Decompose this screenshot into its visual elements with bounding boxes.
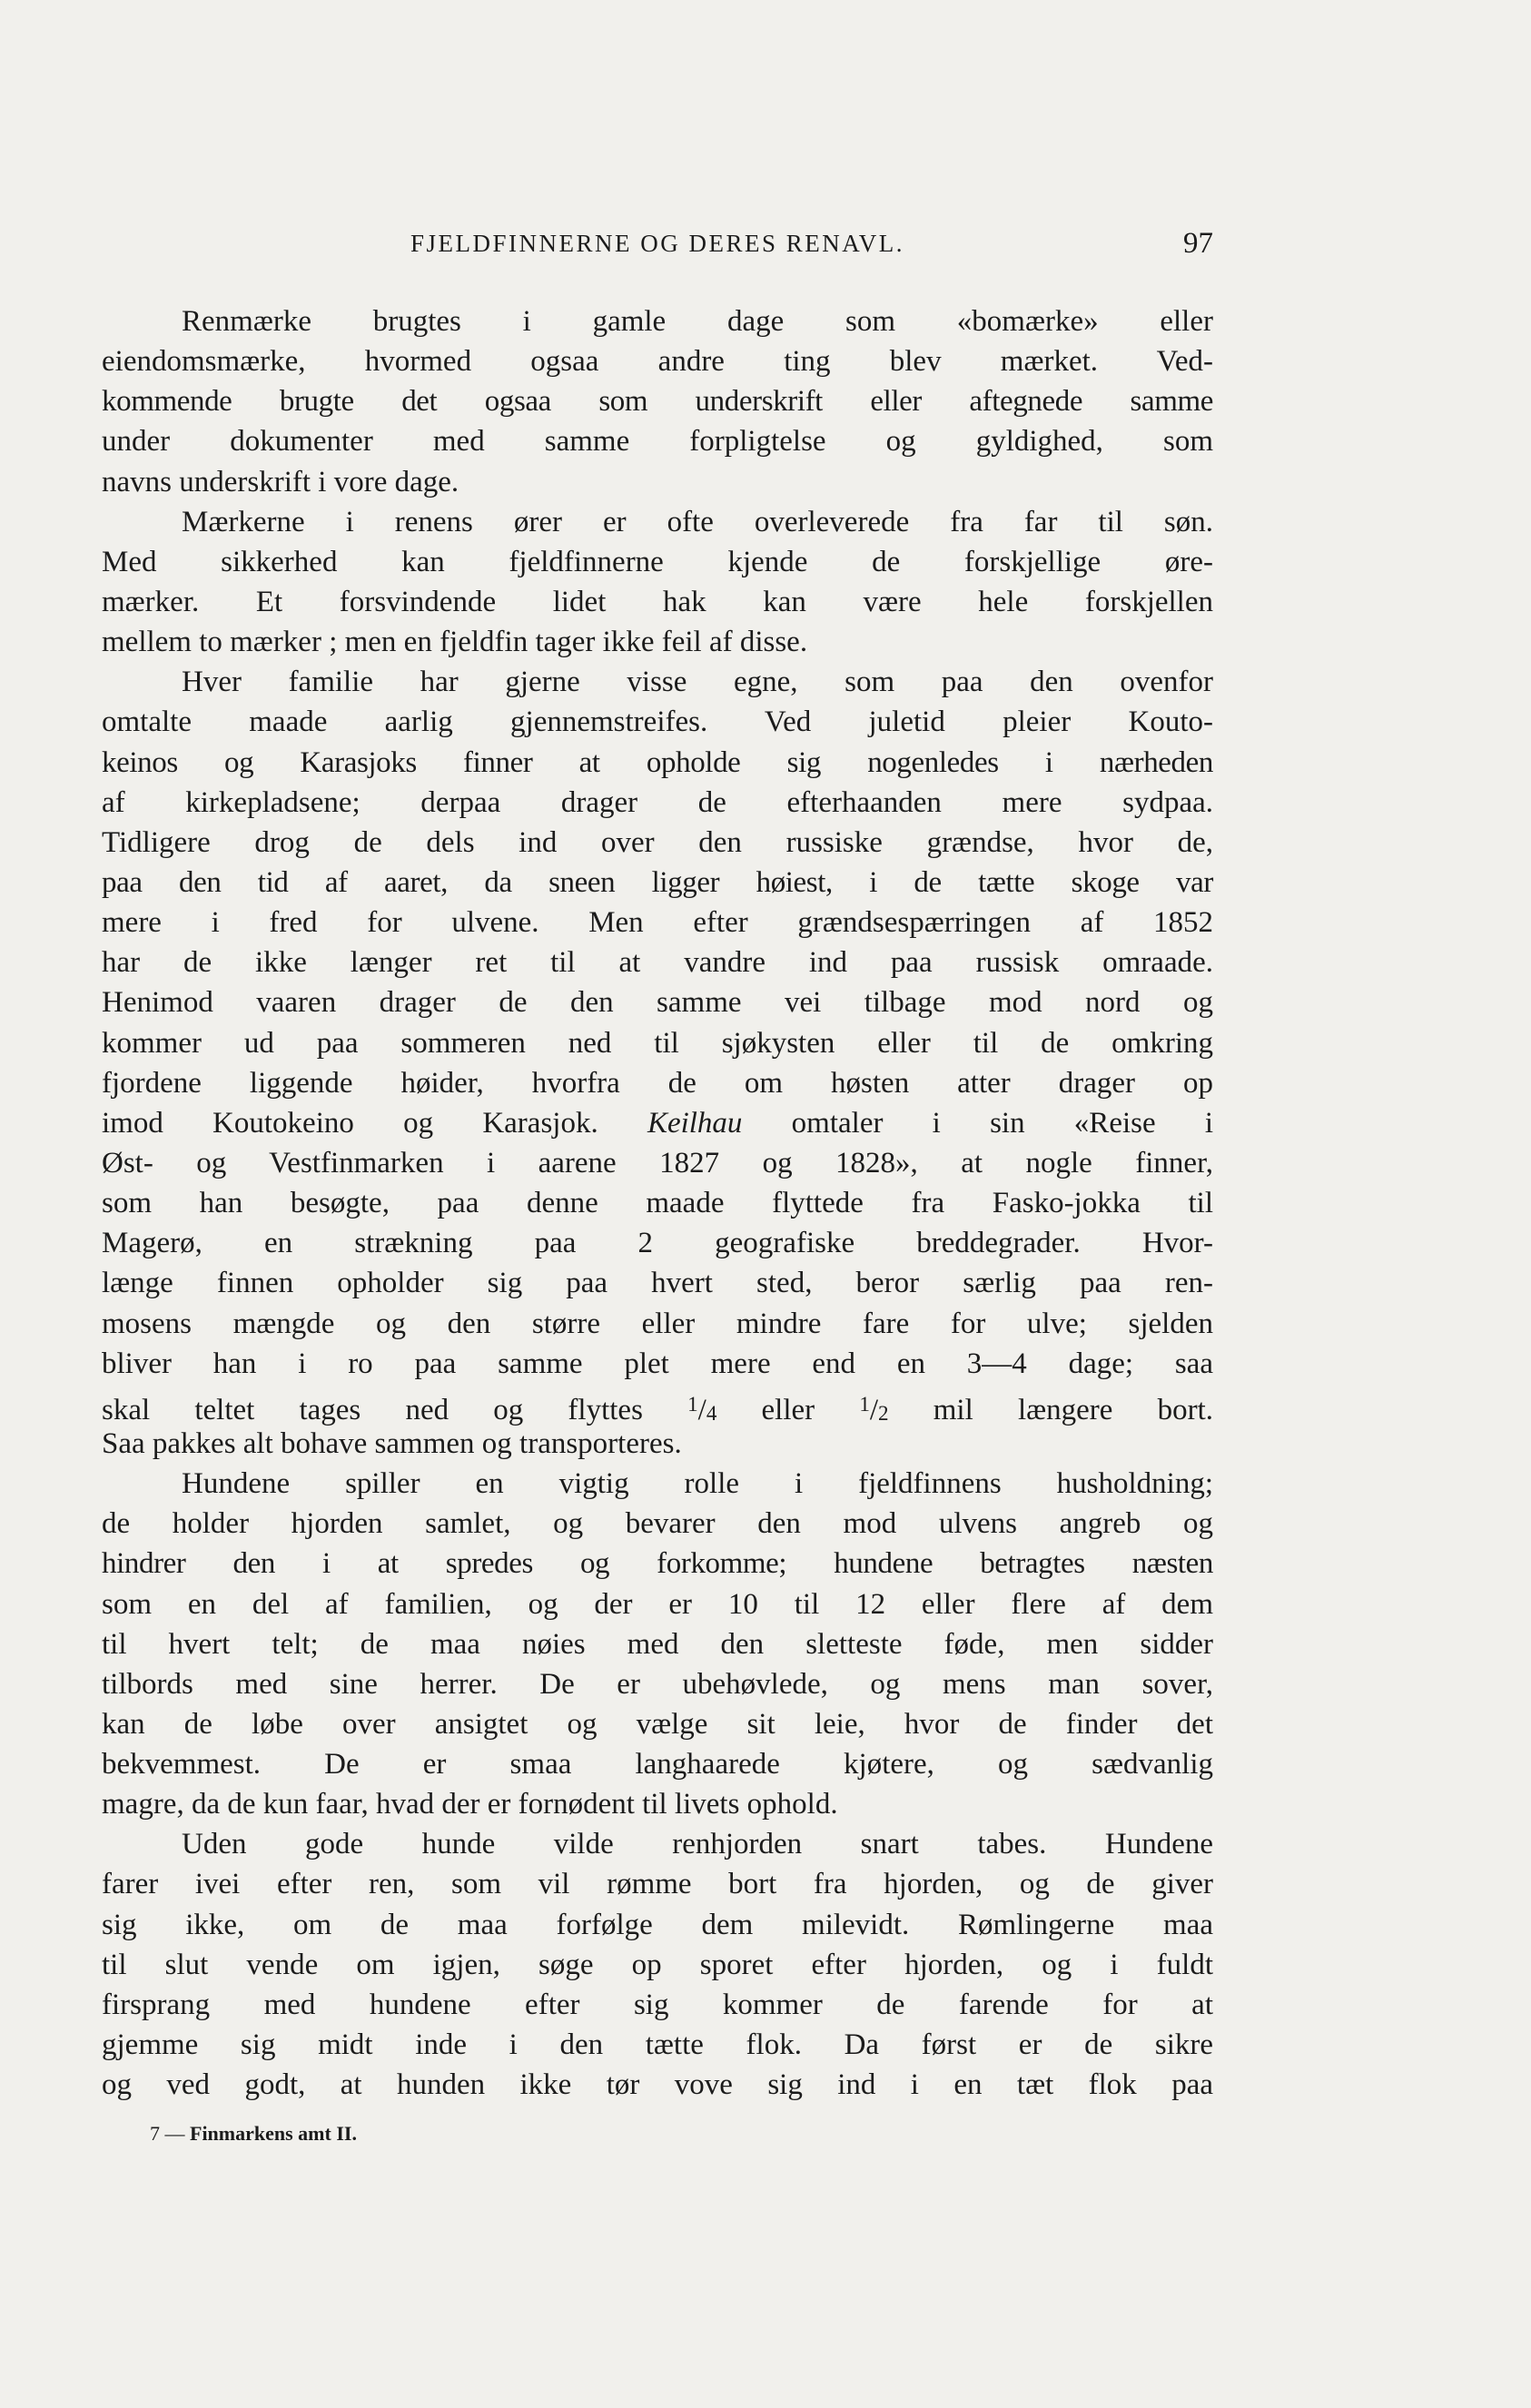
text-line: de holder hjorden samlet, og bevarer den mod ulvens angreb og xyxy=(102,1507,1213,1541)
text-line: Henimod vaaren drager de den samme vei tilbage mod nord og xyxy=(102,986,1213,1020)
author-name: Keilhau xyxy=(647,1106,743,1140)
footnote xyxy=(150,2116,357,2152)
text-line: Renmærke brugtes i gamle dage som «bomærke» eller xyxy=(182,305,1213,338)
text-line: til hvert telt; de maa nøies med den sletteste føde, men sidder xyxy=(102,1627,1213,1661)
paragraph-4 xyxy=(102,1464,1213,1824)
text-line xyxy=(102,1103,1213,1143)
paragraph-1 xyxy=(102,301,1213,502)
text-line: af kirkepladsene; derpaa drager de efterhaanden mere sydpaa. xyxy=(102,785,1213,819)
text-line: sig ikke, om de maa forfølge dem milevidt. Rømlingerne maa xyxy=(102,1908,1213,1941)
footnote-dash: — xyxy=(164,2122,185,2145)
text-segment: imod Koutokeino og Karasjok. xyxy=(102,1106,598,1140)
text-line: paa den tid af aaret, da sneen ligger høiest, i de tætte skoge var xyxy=(102,865,1213,899)
paragraph-2 xyxy=(102,502,1213,663)
text-line: mellem to mærker ; men en fjeldfin tager ikke feil af disse. xyxy=(102,626,808,659)
text-line xyxy=(102,1384,1213,1427)
text-body xyxy=(102,301,1213,2105)
fraction-numerator: 1 xyxy=(687,1391,698,1416)
fraction-denominator: 2 xyxy=(878,1401,889,1426)
text-line: navns underskrift i vore dage. xyxy=(102,465,459,498)
text-line: Øst- og Vestfinmarken i aarene 1827 og 1828», at nogle finner, xyxy=(102,1146,1213,1179)
text-line: Saa pakkes alt bohave sammen og transporteres. xyxy=(102,1426,682,1460)
text-line: tilbords med sine herrer. De er ubehøvlede, og mens man sover, xyxy=(102,1667,1213,1701)
text-line: farer ivei efter ren, som vil rømme bort fra hjorden, og de giver xyxy=(102,1868,1213,1901)
text-line: fjordene liggende høider, hvorfra de om høsten atter drager op xyxy=(102,1066,1213,1100)
text-line: Magerø, en strækning paa 2 geografiske breddegrader. Hvor- xyxy=(102,1227,1213,1260)
running-title: FJELDFINNERNE OG DERES RENAVL. xyxy=(410,230,905,257)
text-line: omtalte maade aarlig gjennemstreifes. Ved juletid pleier Kouto- xyxy=(102,706,1213,739)
running-head xyxy=(102,225,1213,262)
text-line: har de ikke længer ret til at vandre ind paa russisk omraade. xyxy=(102,946,1213,980)
text-line: som han besøgte, paa denne maade flyttede fra Fasko-jokka til xyxy=(102,1187,1213,1220)
text-segment: skal teltet tages ned og flyttes xyxy=(102,1394,643,1427)
text-line: firsprang med hundene efter sig kommer de farende for at xyxy=(102,1988,1213,2021)
text-line: mærker. Et forsvindende lidet hak kan være hele forskjellen xyxy=(102,585,1213,618)
page-number: 97 xyxy=(1183,227,1213,260)
text-line: kan de løbe over ansigtet og vælge sit leie, hvor de finder det xyxy=(102,1707,1213,1741)
text-line: keinos og Karasjoks finner at opholde sig nogenledes i nærheden xyxy=(102,745,1213,779)
text-line: Hundene spiller en vigtig rolle i fjeldfinnens husholdning; xyxy=(182,1467,1213,1501)
fraction-numerator: 1 xyxy=(859,1391,870,1416)
fraction-quarter: $^1$/4 xyxy=(687,1391,717,1427)
text-line: magre, da de kun faar, hvad der er fornødent til livets ophold. xyxy=(102,1788,838,1821)
text-line: under dokumenter med samme forpligtelse og gyldighed, som xyxy=(102,425,1213,459)
fraction-denominator: 4 xyxy=(706,1401,717,1426)
text-line: til slut vende om igjen, søge op sporet efter hjorden, og i fuldt xyxy=(102,1948,1213,1981)
text-line: Uden gode hunde vilde renhjorden snart tabes. Hundene xyxy=(182,1828,1213,1861)
paragraph-5 xyxy=(102,1824,1213,2105)
text-line: Hver familie har gjerne visse egne, som paa den ovenfor xyxy=(182,666,1213,699)
text-line: og ved godt, at hunden ikke tør vove sig ind i en tæt flok paa xyxy=(102,2068,1213,2102)
footnote-text: Finmarkens amt II. xyxy=(190,2122,357,2145)
text-line: gjemme sig midt inde i den tætte flok. Da først er de sikre xyxy=(102,2028,1213,2062)
text-segment: omtaler i sin «Reise i xyxy=(791,1106,1214,1140)
text-line: længe finnen opholder sig paa hvert sted, beror særlig paa ren- xyxy=(102,1267,1213,1300)
text-line: eiendomsmærke, hvormed ogsaa andre ting blev mærket. Ved- xyxy=(102,345,1213,379)
paragraph-3 xyxy=(102,662,1213,1464)
text-line: Tidligere drog de dels ind over den russiske grændse, hvor de, xyxy=(102,825,1213,859)
text-line: Med sikkerhed kan fjeldfinnerne kjende de forskjellige øre- xyxy=(102,545,1213,578)
text-segment: eller xyxy=(761,1394,815,1427)
footnote-number: 7 xyxy=(150,2122,160,2145)
text-line: mosens mængde og den større eller mindre fare for ulve; sjelden xyxy=(102,1307,1213,1340)
text-line: mere i fred for ulvene. Men efter grændsespærringen af 1852 xyxy=(102,906,1213,940)
text-line: Mærkerne i renens ører er ofte overleverede fra far til søn. xyxy=(182,505,1213,538)
text-line: bliver han i ro paa samme plet mere end en 3—4 dage; saa xyxy=(102,1347,1213,1380)
text-line: hindrer den i at spredes og forkomme; hundene betragtes næsten xyxy=(102,1547,1213,1581)
fraction-half: $^1$/2 xyxy=(859,1391,889,1427)
text-line: bekvemmest. De er smaa langhaarede kjøtere, og sædvanlig xyxy=(102,1748,1213,1781)
text-line: kommende brugte det ogsaa som underskrift eller aftegnede samme xyxy=(102,385,1213,419)
text-line: kommer ud paa sommeren ned til sjøkysten eller til de omkring xyxy=(102,1026,1213,1060)
text-line: som en del af familien, og der er 10 til 12 eller flere af dem xyxy=(102,1587,1213,1621)
text-segment: mil længere bort. xyxy=(933,1394,1213,1427)
